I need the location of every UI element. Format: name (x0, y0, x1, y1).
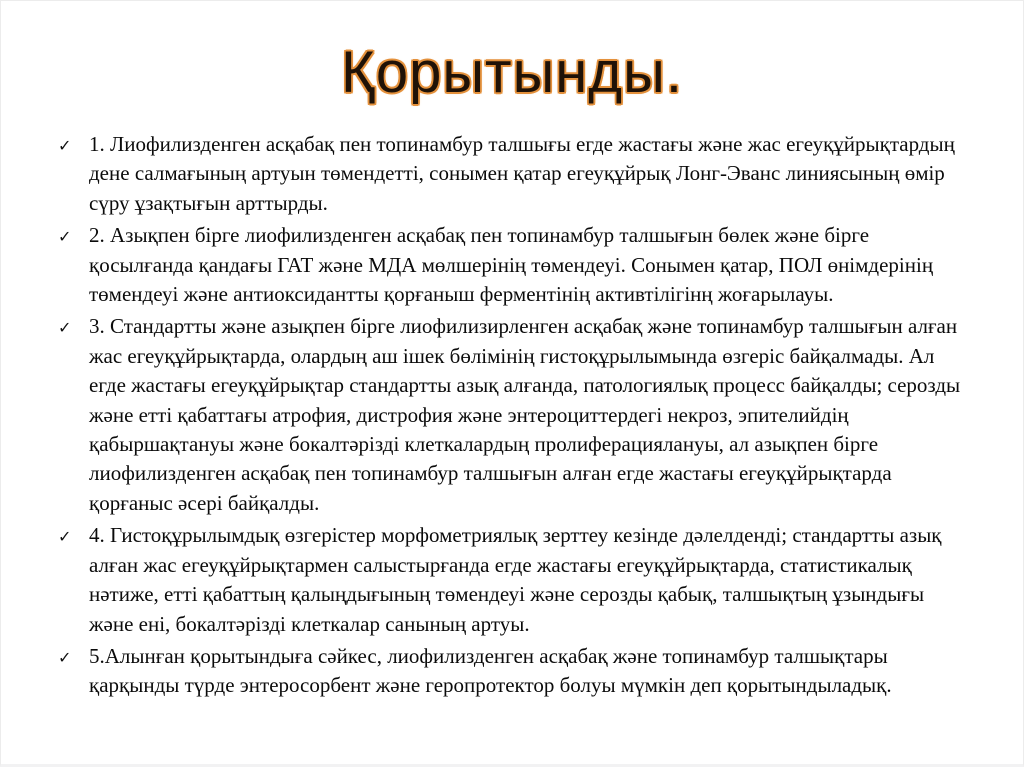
bullet-text: 2. Азықпен бірге лиофилизденген асқабақ пен топинамбур талшығын бөлек және бірге қосылғанда қандағы ГАТ және МДА мөлшерінің төмендеуі. Сонымен қатар, ПОЛ өнімдерінің төмендеуі және антиоксидантты қорғаныш ферментінің активтілігінң жоғарылауы. (89, 223, 934, 307)
check-icon: ✓ (58, 647, 72, 667)
bullet-text: 3. Стандартты және азықпен бірге лиофилизирленген асқабақ және топинамбур талшығын алған жас егеуқұйрықтарда, олардың аш ішек бөлімінің гистоқұрылымында өзгеріс байқалмады. Ал егде жастағы егеуқұйрықтар стандартты азық алғанда, патологиялық процесс байқалды; серозды және етті қабаттағы атрофия, дистрофия және энтероциттердегі некроз, эпителийдің қабыршақтануы және бокалтәрізді клеткалардың пролиферациялануы, ал азықпен бірге лиофилизденген асқабақ пен топинамбур талшығын алған егде жастағы егеуқұйрықтарда қорғаныс әсері байқалды. (89, 314, 961, 515)
bullet-list (1, 130, 1023, 701)
bullet-text: 1. Лиофилизденген асқабақ пен топинамбур талшығы егде жастағы және жас егеуқұйрықтардың дене салмағының артуын төмендетті, сонымен қатар егеуқұйрық Лонг-Эванс линиясының өмір сүру ұзақтығын арттырды. (89, 132, 955, 215)
check-icon: ✓ (58, 227, 72, 247)
bullet-item (58, 221, 965, 309)
bullet-text: 5.Алынған қорытындыға сәйкес, лиофилизденген асқабақ және топинамбур талшықтары қарқынды түрде энтеросорбент және геропротектор болуы мүмкін деп қорытындыладық. (89, 643, 892, 698)
bullet-item (58, 130, 965, 218)
bullet-item (58, 312, 965, 518)
check-icon: ✓ (58, 136, 72, 155)
check-icon: ✓ (58, 527, 72, 547)
check-icon: ✓ (58, 318, 72, 338)
bullet-item (58, 642, 965, 701)
slide-title: Қорытынды. (341, 40, 683, 105)
bullet-item (58, 521, 965, 639)
bullet-text: 4. Гистоқұрылымдық өзгерістер морфометриялық зерттеу кезінде дәлелденді; стандартты азық алған жас егеуқұйрықтармен салыстырғанда егде жастағы егеуқұйрықтарда, статистикалық нәтиже, етті қабаттың қалыңдығының төмендеуі және серозды қабық, талшықтың ұзындығы және ені, бокалтәрізді клеткалар санының артуы. (89, 523, 942, 636)
